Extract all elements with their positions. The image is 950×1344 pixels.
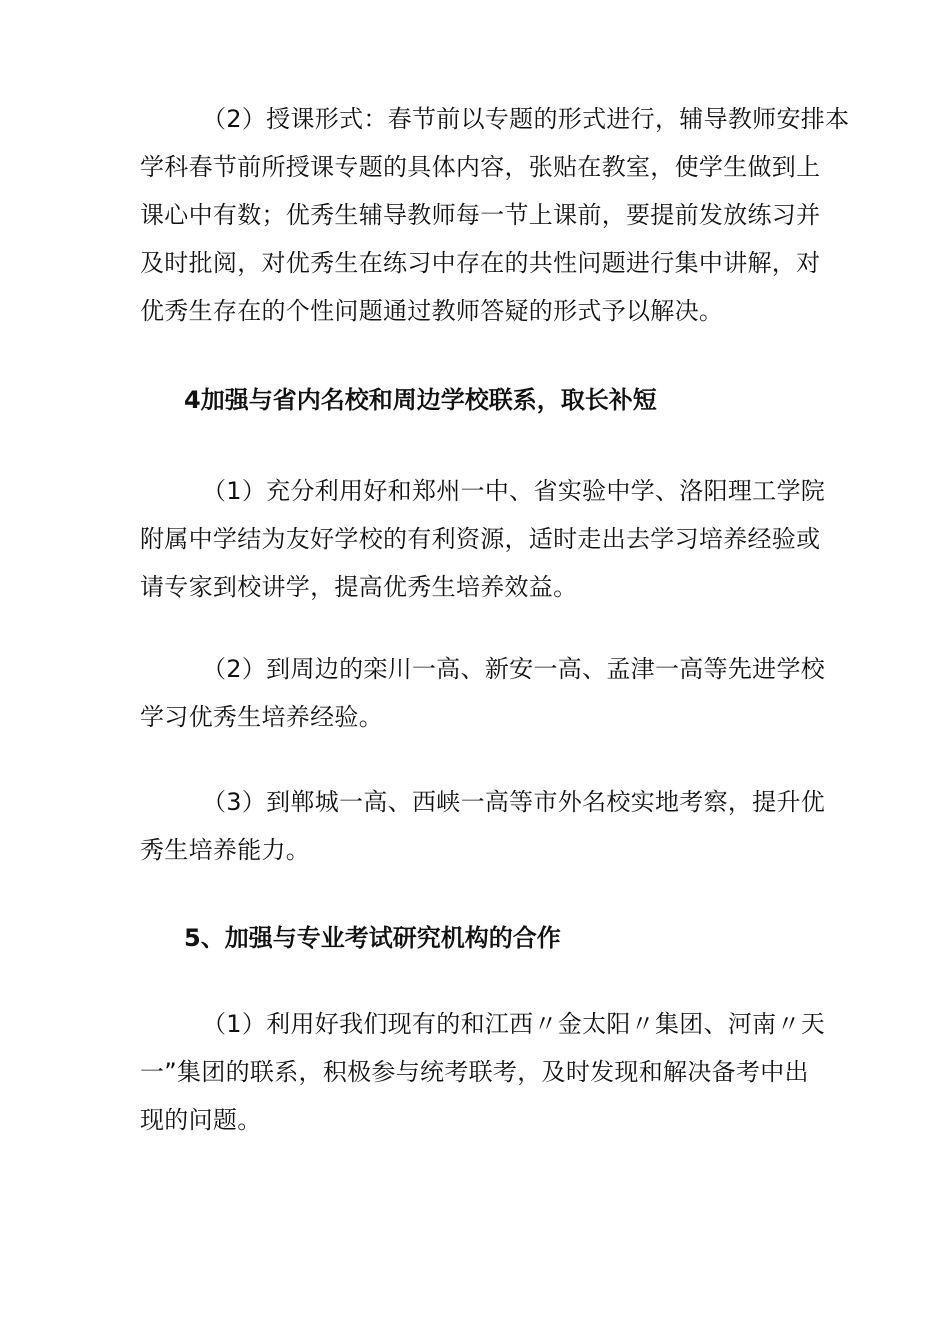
text-line: 秀生培养能力。 xyxy=(140,836,311,864)
text-line: 及时批阅，对优秀生在练习中存在的共性问题进行集中讲解，对 xyxy=(140,249,821,277)
text-line: （2）授课形式：春节前以专题的形式进行，辅导教师安排本 xyxy=(202,105,850,133)
paragraph-teaching-format xyxy=(140,95,850,335)
paragraph-partner-schools xyxy=(140,467,826,611)
paragraph-external-visits xyxy=(140,778,826,874)
text-line: 课心中有数；优秀生辅导教师每一节上课前，要提前发放练习并 xyxy=(140,201,821,229)
section-heading-4: 4加强与省内名校和周边学校联系，取长补短 xyxy=(184,386,657,414)
paragraph-nearby-schools xyxy=(140,645,826,741)
text-line: 现的问题。 xyxy=(140,1106,262,1134)
text-line: 请专家到校讲学，提高优秀生培养效益。 xyxy=(140,573,578,601)
text-line: 学科春节前所授课专题的具体内容，张贴在教室，使学生做到上 xyxy=(140,153,821,181)
text-line: 学习优秀生培养经验。 xyxy=(140,703,383,731)
text-line: （2）到周边的栾川一高、新安一高、孟津一高等先进学校 xyxy=(202,655,826,683)
section-heading-5: 5、加强与专业考试研究机构的合作 xyxy=(184,924,561,952)
text-line: 一”集团的联系，积极参与统考联考，及时发现和解决备考中出 xyxy=(140,1058,809,1086)
text-line: （3）到郸城一高、西峡一高等市外名校实地考察，提升优 xyxy=(202,788,826,816)
text-line: （1）充分利用好和郑州一中、省实验中学、洛阳理工学院 xyxy=(202,477,826,505)
text-line: 优秀生存在的个性问题通过教师答疑的形式予以解决。 xyxy=(140,297,724,325)
paragraph-exam-institutions xyxy=(140,1000,826,1144)
text-line: （1）利用好我们现有的和江西〃金太阳〃集团、河南〃天 xyxy=(202,1010,826,1038)
text-line: 附属中学结为友好学校的有利资源，适时走出去学习培养经验或 xyxy=(140,525,821,553)
